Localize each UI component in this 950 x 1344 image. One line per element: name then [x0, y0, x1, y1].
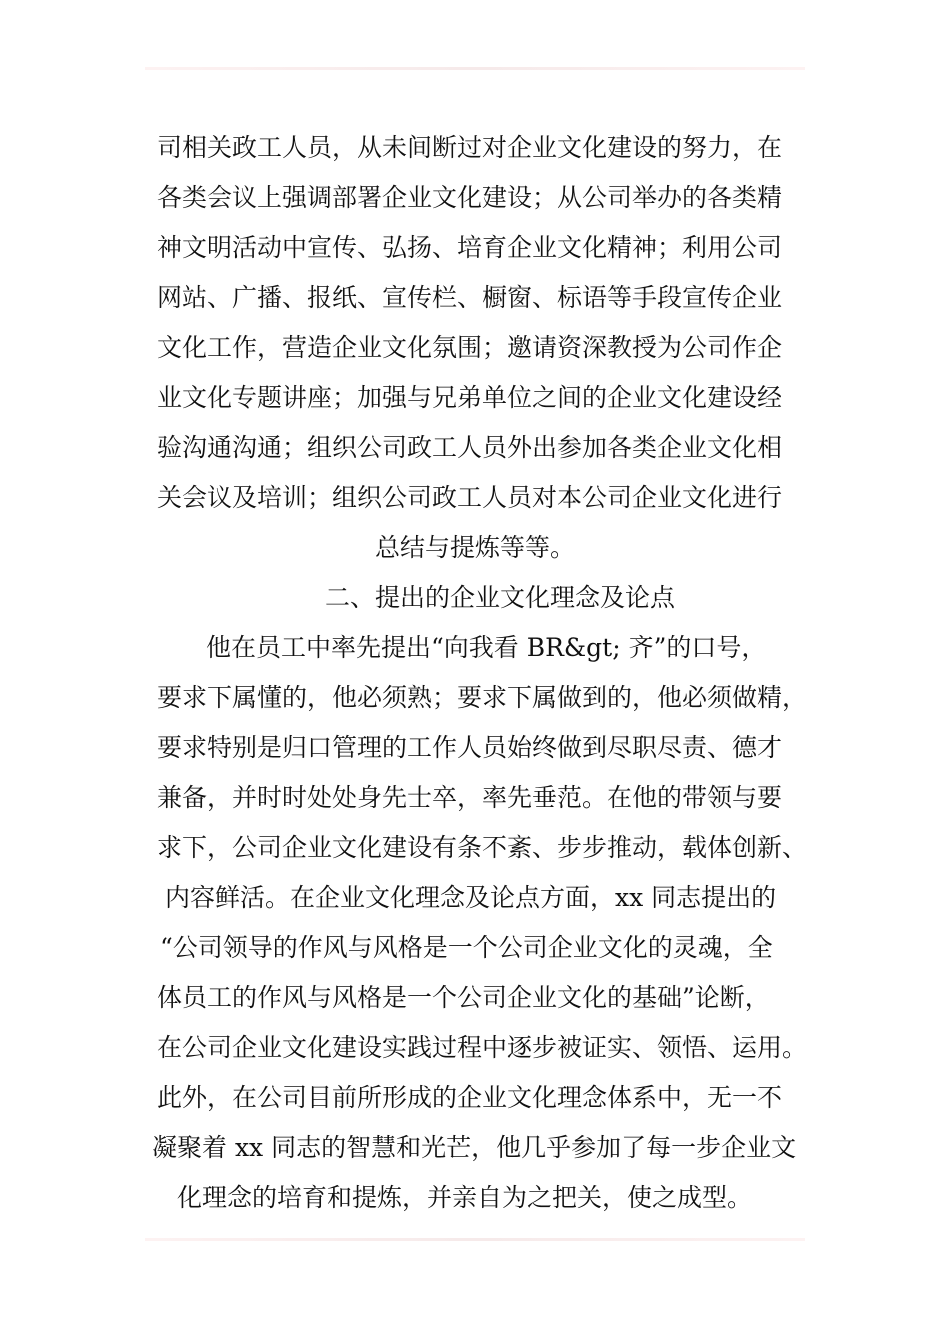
text-line: [0, 183, 950, 213]
text-line: [0, 533, 950, 563]
text-line: [0, 833, 950, 863]
line-text: 凝聚着 xx 同志的智慧和光芒，他几乎参加了每一步企业文: [152, 1133, 797, 1162]
text-line: [0, 933, 950, 963]
text-line: [0, 283, 950, 313]
text-line: [0, 883, 950, 913]
line-text: 体员工的作风与风格是一个公司企业文化的基础”论断，: [157, 983, 770, 1012]
section-heading: [0, 583, 950, 613]
line-text: 网站、广播、报纸、宣传栏、橱窗、标语等手段宣传企业: [157, 283, 783, 312]
text-line: [0, 433, 950, 463]
line-text: 要求下属懂的，他必须熟；要求下属做到的，他必须做精，: [157, 683, 808, 712]
text-line: [0, 1083, 950, 1113]
line-text: 验沟通沟通；组织公司政工人员外出参加各类企业文化相: [157, 433, 783, 462]
line-text: 神文明活动中宣传、弘扬、培育企业文化精神；利用公司: [157, 233, 783, 262]
line-text: 业文化专题讲座；加强与兄弟单位之间的企业文化建设经: [157, 383, 783, 412]
footer-rule: [145, 1238, 805, 1241]
line-text: 内容鲜活。在企业文化理念及论点方面，xx 同志提出的: [165, 883, 777, 912]
line-text: 在公司企业文化建设实践过程中逐步被证实、领悟、运用。: [157, 1033, 808, 1062]
text-line: [0, 733, 950, 763]
text-line: [0, 333, 950, 363]
text-line: [0, 383, 950, 413]
line-text: 文化工作，营造企业文化氛围；邀请资深教授为公司作企: [157, 333, 783, 362]
text-line: [0, 233, 950, 263]
heading-text: 二、提出的企业文化理念及论点: [325, 583, 676, 612]
line-text: 关会议及培训；组织公司政工人员对本公司企业文化进行: [157, 483, 783, 512]
line-text: 司相关政工人员，从未间断过对企业文化建设的努力，在: [157, 133, 783, 162]
text-line: [0, 983, 950, 1013]
text-line: [0, 1033, 950, 1063]
line-text: 此外，在公司目前所形成的企业文化理念体系中，无一不: [157, 1083, 783, 1112]
line-text: 化理念的培育和提炼，并亲自为之把关，使之成型。: [177, 1183, 753, 1212]
text-line: [0, 783, 950, 813]
line-text: 求下，公司企业文化建设有条不紊、步步推动，载体创新、: [157, 833, 808, 862]
text-line: [0, 483, 950, 513]
text-line: [0, 683, 950, 713]
text-line: [0, 1183, 950, 1213]
line-text: 各类会议上强调部署企业文化建设；从公司举办的各类精: [157, 183, 783, 212]
text-line: [0, 633, 950, 663]
line-text: 兼备，并时时处处身先士卒，率先垂范。在他的带领与要: [157, 783, 783, 812]
line-text: 总结与提炼等等。: [375, 533, 576, 562]
line-text: 他在员工中率先提出“向我看 BR&gt; 齐”的口号，: [206, 633, 767, 662]
line-text: 要求特别是归口管理的工作人员始终做到尽职尽责、德才: [157, 733, 783, 762]
header-rule: [145, 67, 805, 70]
line-text: “公司领导的作风与风格是一个公司企业文化的灵魂，全: [160, 933, 773, 962]
text-line: [0, 1133, 950, 1163]
text-line: [0, 133, 950, 163]
